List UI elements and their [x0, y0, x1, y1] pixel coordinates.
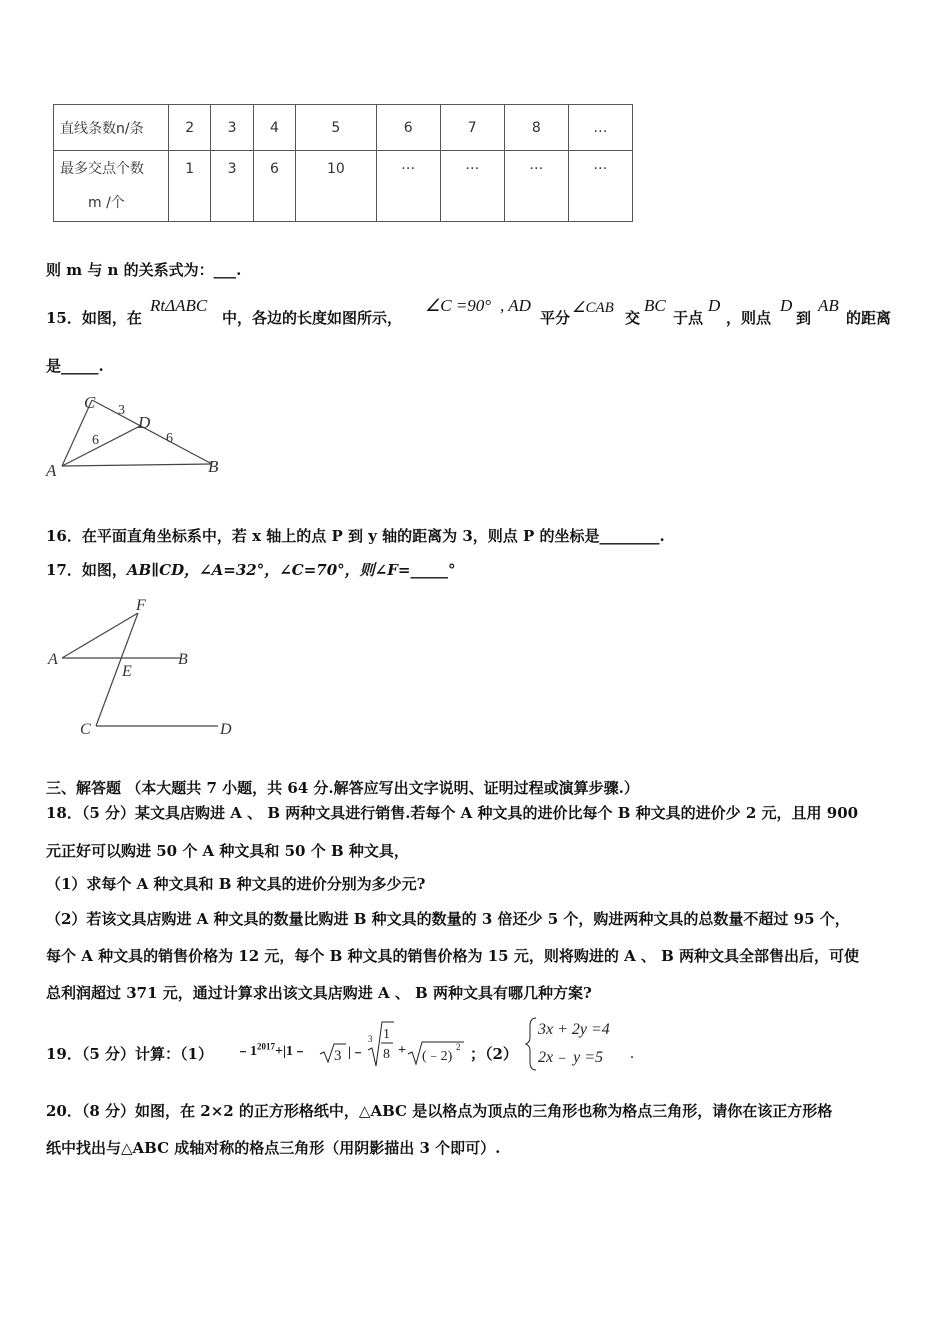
header-line: 最多交点个数 — [60, 161, 144, 177]
exponent: 2017 — [257, 1041, 275, 1052]
text: 交 — [625, 309, 641, 327]
text: 15．如图，在 — [46, 309, 142, 327]
text: +|1﹣ — [275, 1044, 308, 1059]
label-a: A — [48, 651, 58, 668]
math-ab: AB — [818, 296, 839, 315]
table-row — [54, 105, 633, 151]
math-d: D — [708, 296, 721, 315]
fraction-denominator: 8 — [383, 1047, 390, 1062]
length-db: 6 — [166, 431, 173, 446]
text: 中，各边的长度如图所示， — [222, 309, 403, 327]
radicals-expression — [318, 1018, 478, 1070]
math-d: D — [780, 296, 793, 315]
table-cell: … — [568, 151, 632, 222]
label-d: D — [220, 721, 232, 738]
q15-text — [46, 308, 142, 328]
sqrt-content: 3 — [334, 1048, 342, 1064]
fraction-numerator: 1 — [383, 1027, 390, 1042]
q18-line: 18．（5 分）某文具店购进 A 、 B 两种文具进行销售.若每个 A 种文具的进价比每个 B 种文具的进价少 2 元，且用 900 — [46, 804, 859, 822]
label-f: F — [136, 597, 146, 614]
table-row — [54, 151, 633, 222]
q20-line: 20．（8 分）如图，在 2×2 的正方形格纸中，△ABC 是以格点为顶点的三角形也称为格点三角形，请你在该正方形格 — [46, 1102, 833, 1120]
table-cell: … — [504, 151, 568, 222]
table-cell: … — [376, 151, 440, 222]
text: 到 — [796, 309, 812, 327]
table-cell: … — [568, 105, 632, 151]
lines-intersections-table — [53, 104, 633, 222]
math-rt-abc: RtΔABC — [150, 296, 208, 315]
text: ，则点 — [726, 309, 772, 327]
label-b: B — [178, 651, 188, 668]
label-b: B — [208, 457, 219, 476]
table-cell: 7 — [440, 105, 504, 151]
text: 平分 — [540, 309, 571, 327]
math-cab: ∠CAB — [572, 300, 614, 316]
text: AB∥CD，∠A=32°，∠C=70°，则∠F=_____° — [126, 561, 456, 579]
line-af — [62, 613, 138, 658]
header-line: m /个 — [88, 195, 125, 211]
triangle-figure — [40, 388, 240, 483]
q19-lead: 19．（5 分）计算：（1） — [46, 1045, 213, 1063]
root-index: 3 — [368, 1034, 373, 1044]
table-cell: 3 — [211, 105, 253, 151]
period: . — [630, 1045, 634, 1062]
equation-2: 2x﹣ y =5 — [538, 1049, 604, 1066]
section-three-heading: 三、解答题 （本大题共 7 小题，共 64 分.解答应写出文字说明、证明过程或演算步骤.） — [46, 779, 639, 797]
text: 17．如图， — [46, 561, 127, 579]
math-angle-c: ∠C =90° — [425, 296, 492, 315]
math-ad: , AD — [500, 296, 531, 315]
label-c: C — [80, 721, 91, 738]
q18-line: （1）求每个 A 种文具和 B 种文具的进价分别为多少元? — [46, 875, 426, 893]
length-cd: 3 — [118, 403, 125, 418]
text: |﹣ — [348, 1045, 366, 1060]
label-d: D — [138, 413, 151, 432]
q17-text — [46, 560, 455, 580]
q16-text: 16．在平面直角坐标系中，若 x 轴上的点 P 到 y 轴的距离为 3，则点 P 的坐标是________. — [46, 527, 665, 545]
plus-sign: + — [398, 1043, 406, 1058]
sqrt-sign — [320, 1044, 346, 1062]
table-header-intersections — [54, 151, 169, 222]
sqrt-content: (﹣2) — [422, 1049, 453, 1064]
system-brace — [526, 1018, 536, 1070]
equation-system — [524, 1014, 644, 1074]
table-cell: 4 — [253, 105, 295, 151]
text: ﹣1 — [236, 1044, 257, 1059]
segment-ad — [62, 426, 140, 466]
q20-line: 纸中找出与△ABC 成轴对称的格点三角形（用阴影描出 3 个即可）. — [46, 1139, 501, 1157]
math-bc: BC — [644, 296, 666, 315]
table-cell: 8 — [504, 105, 568, 151]
q14-tail: 则 m 与 n 的关系式为：___. — [46, 261, 242, 279]
table-cell: 2 — [169, 105, 211, 151]
q18-line: 总利润超过 371 元，通过计算求出该文具店购进 A 、 B 两种文具有哪几种方案? — [46, 984, 592, 1002]
table-cell: 6 — [253, 151, 295, 222]
table-cell: 5 — [296, 105, 376, 151]
table-cell: … — [440, 151, 504, 222]
label-c: C — [84, 393, 96, 412]
equation-1: 3x + 2y =4 — [538, 1021, 610, 1038]
side-ab — [62, 464, 212, 466]
text: 于点 — [673, 309, 704, 327]
length-ad: 6 — [92, 433, 99, 448]
q18-line: 每个 A 种文具的销售价格为 12 元，每个 B 种文具的销售价格为 15 元，则将购进的 A 、 B 两种文具全部售出后，可使 — [46, 947, 860, 965]
table-header-lines: 直线条数n/条 — [54, 105, 169, 151]
side-cb — [92, 400, 212, 464]
table-cell: 10 — [296, 151, 376, 222]
label-e: E — [122, 663, 132, 680]
q19-separator: ；（2） — [470, 1045, 518, 1063]
exponent: 2 — [456, 1042, 461, 1052]
cube-root-sign — [368, 1022, 394, 1066]
label-a: A — [46, 461, 57, 480]
q15-line2: 是_____. — [46, 357, 104, 375]
parallel-lines-figure — [40, 592, 250, 742]
text: 的距离 — [846, 309, 892, 327]
table-cell: 3 — [211, 151, 253, 222]
table-cell: 1 — [169, 151, 211, 222]
table-cell: 6 — [376, 105, 440, 151]
q18-line: （2）若该文具店购进 A 种文具的数量比购进 B 种文具的数量的 3 倍还少 5 个，购进两种文具的总数量不超过 95 个， — [46, 910, 850, 928]
q19-expression-1 — [236, 1040, 307, 1060]
q18-line: 元正好可以购进 50 个 A 种文具和 50 个 B 种文具， — [46, 842, 409, 860]
